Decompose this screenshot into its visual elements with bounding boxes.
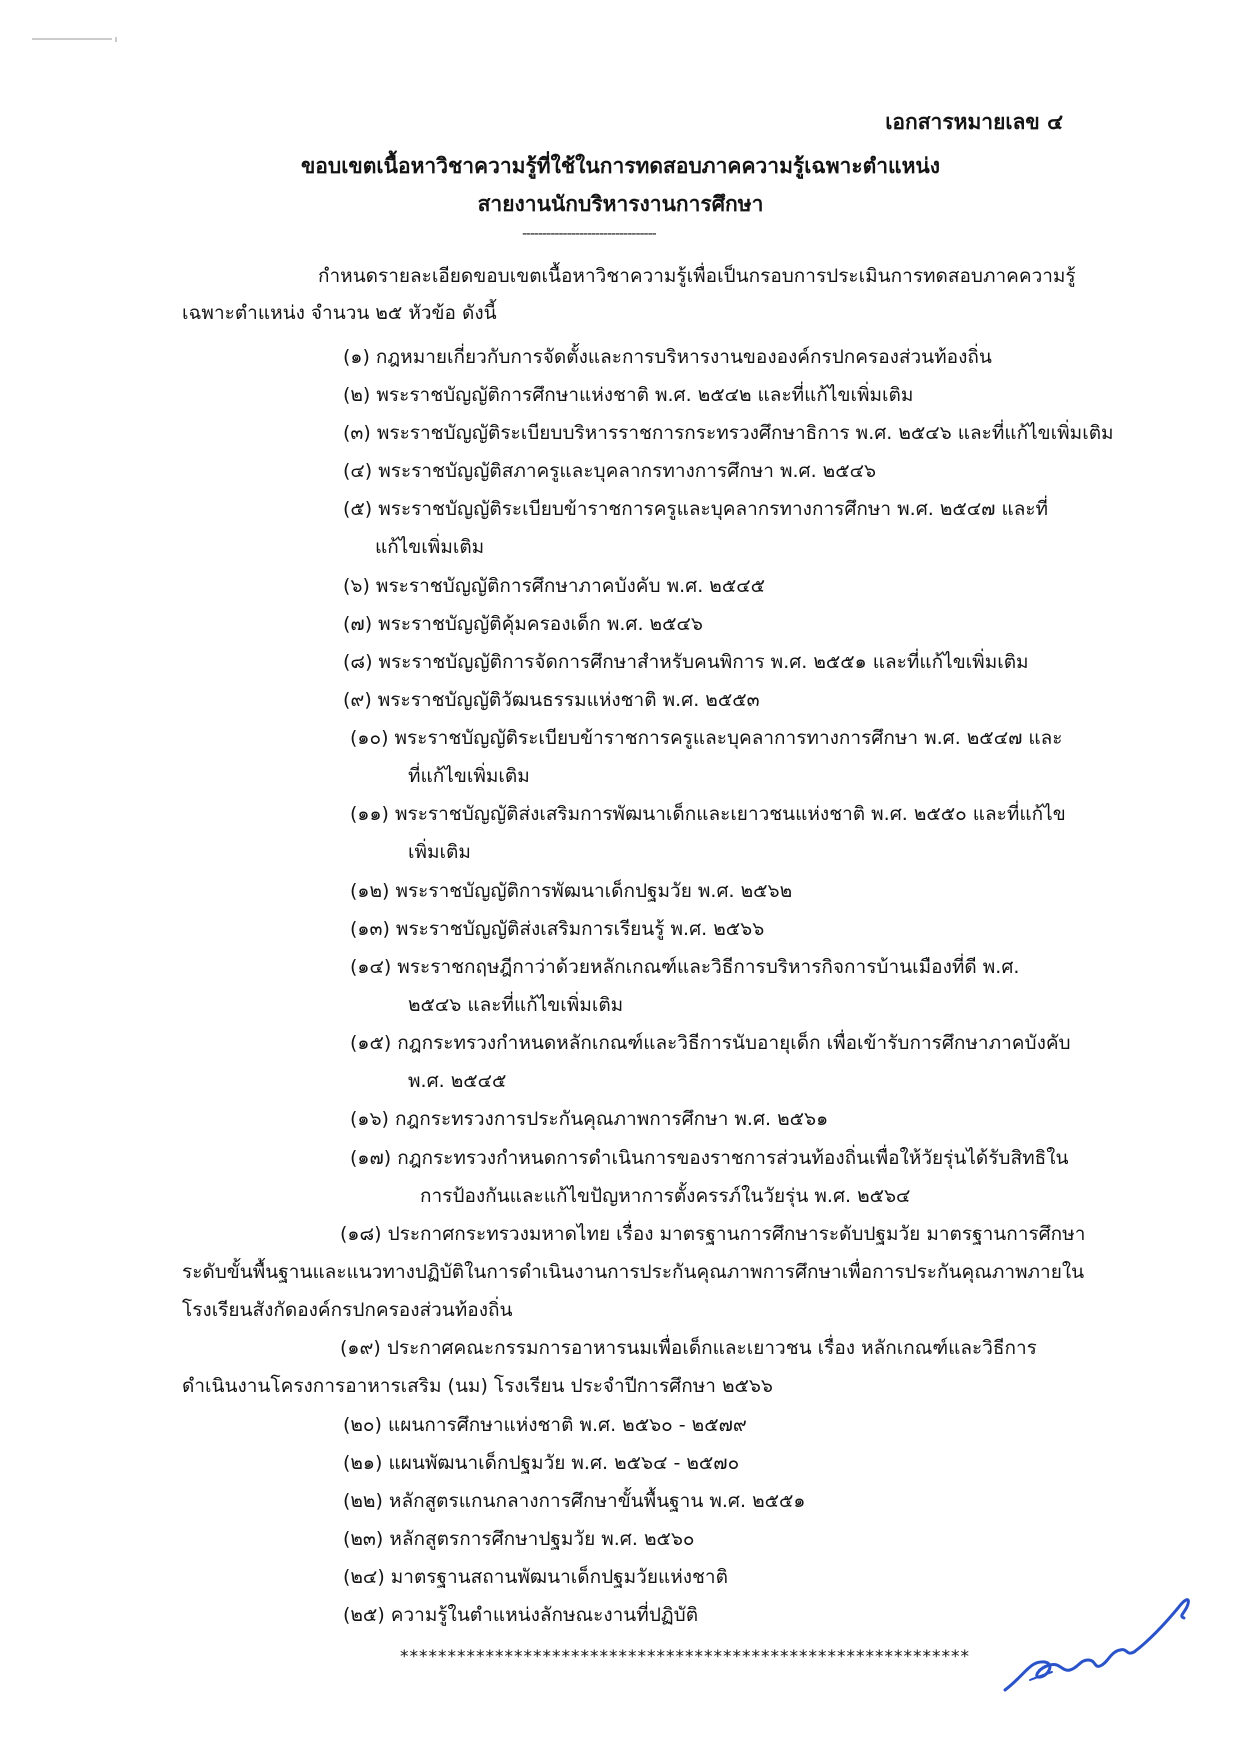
list-item: (๓) พระราชบัญญัติระเบียบบริหารราชการกระทรวงศึกษาธิการ พ.ศ. ๒๕๔๖ และที่แก้ไขเพิ่มเติม [343,422,1114,444]
list-item: (๑๖) กฎกระทรวงการประกันคุณภาพการศึกษา พ.ศ. ๒๕๖๑ [350,1108,829,1130]
list-item-continuation: ที่แก้ไขเพิ่มเติม [408,765,530,787]
list-item: (๒๕) ความรู้ในตำแหน่งลักษณะงานที่ปฏิบัติ [343,1604,699,1626]
list-item-continuation: การป้องกันและแก้ไขปัญหาการตั้งครรภ์ในวัยรุ่น พ.ศ. ๒๕๖๔ [420,1185,911,1207]
list-item: (๙) พระราชบัญญัติวัฒนธรรมแห่งชาติ พ.ศ. ๒๕๕๓ [343,689,760,711]
list-item: (๑๕) กฎกระทรวงกำหนดหลักเกณฑ์และวิธีการนับอายุเด็ก เพื่อเข้ารับการศึกษาภาคบังคับ [350,1032,1071,1054]
list-item: (๒๔) มาตรฐานสถานพัฒนาเด็กปฐมวัยแห่งชาติ [343,1566,728,1588]
list-item: (๒๓) หลักสูตรการศึกษาปฐมวัย พ.ศ. ๒๕๖๐ [343,1528,695,1550]
footer-separator: ************************************************************ [400,1647,970,1667]
scan-mark [32,36,124,42]
list-item: (๒๐) แผนการศึกษาแห่งชาติ พ.ศ. ๒๕๖๐ - ๒๕๗๙ [343,1414,747,1436]
list-item-continuation: แก้ไขเพิ่มเติม [375,536,485,558]
list-item: (๒๑) แผนพัฒนาเด็กปฐมวัย พ.ศ. ๒๕๖๔ - ๒๕๗๐ [343,1452,740,1474]
list-item: (๑๑) พระราชบัญญัติส่งเสริมการพัฒนาเด็กและเยาวชนแห่งชาติ พ.ศ. ๒๕๕๐ และที่แก้ไข [350,803,1066,825]
intro-line-1: กำหนดรายละเอียดขอบเขตเนื้อหาวิชาความรู้เพื่อเป็นกรอบการประเมินการทดสอบภาคความรู้ [318,265,1076,287]
signature-icon [1000,1580,1210,1700]
document-number: เอกสารหมายเลข ๔ [885,110,1063,134]
list-item-continuation: ระดับขั้นพื้นฐานและแนวทางปฏิบัติในการดำเนินงานการประกันคุณภาพการศึกษาเพื่อการประกันคุณภาพภายใน [182,1261,1085,1283]
list-item: (๑๗) กฎกระทรวงกำหนดการดำเนินการของราชการส่วนท้องถิ่นเพื่อให้วัยรุ่นได้รับสิทธิใน [350,1147,1069,1169]
list-item: (๗) พระราชบัญญัติคุ้มครองเด็ก พ.ศ. ๒๕๔๖ [343,613,703,635]
list-item: (๖) พระราชบัญญัติการศึกษาภาคบังคับ พ.ศ. ๒๕๔๕ [343,575,765,597]
list-item: (๒) พระราชบัญญัติการศึกษาแห่งชาติ พ.ศ. ๒๕๔๒ และที่แก้ไขเพิ่มเติม [343,384,914,406]
list-item: (๑) กฎหมายเกี่ยวกับการจัดตั้งและการบริหารงานขององค์กรปกครองส่วนท้องถิ่น [343,346,992,368]
list-item: (๑๒) พระราชบัญญัติการพัฒนาเด็กปฐมวัย พ.ศ. ๒๕๖๒ [350,880,793,902]
page-subtitle: สายงานนักบริหารงานการศึกษา [477,192,764,216]
title-divider: --------------------------------- [522,226,656,242]
list-item: (๑๙) ประกาศคณะกรรมการอาหารนมเพื่อเด็กและเยาวชน เรื่อง หลักเกณฑ์และวิธีการ [340,1337,1037,1359]
page-title: ขอบเขตเนื้อหาวิชาความรู้ที่ใช้ในการทดสอบภาคความรู้เฉพาะตำแหน่ง [300,154,941,178]
list-item: (๑๘) ประกาศกระทรวงมหาดไทย เรื่อง มาตรฐานการศึกษาระดับปฐมวัย มาตรฐานการศึกษา [340,1223,1086,1245]
list-item: (๑๓) พระราชบัญญัติส่งเสริมการเรียนรู้ พ.ศ. ๒๕๖๖ [350,918,765,940]
list-item: (๑๐) พระราชบัญญัติระเบียบข้าราชการครูและบุคลาการทางการศึกษา พ.ศ. ๒๕๔๗ และ [350,727,1063,749]
intro-line-2: เฉพาะตำแหน่ง จำนวน ๒๕ หัวข้อ ดังนี้ [182,302,497,324]
list-item-continuation: โรงเรียนสังกัดองค์กรปกครองส่วนท้องถิ่น [182,1299,513,1321]
list-item: (๘) พระราชบัญญัติการจัดการศึกษาสำหรับคนพิการ พ.ศ. ๒๕๕๑ และที่แก้ไขเพิ่มเติม [343,651,1029,673]
list-item-continuation: ดำเนินงานโครงการอาหารเสริม (นม) โรงเรียน ประจำปีการศึกษา ๒๕๖๖ [182,1375,773,1397]
list-item-continuation: ๒๕๔๖ และที่แก้ไขเพิ่มเติม [408,994,624,1016]
list-item-continuation: เพิ่มเติม [408,841,471,863]
list-item-continuation: พ.ศ. ๒๕๔๕ [408,1070,507,1092]
list-item: (๕) พระราชบัญญัติระเบียบข้าราชการครูและบุคลากรทางการศึกษา พ.ศ. ๒๕๔๗ และที่ [343,498,1049,520]
list-item: (๒๒) หลักสูตรแกนกลางการศึกษาขั้นพื้นฐาน พ.ศ. ๒๕๕๑ [343,1490,806,1512]
list-item: (๔) พระราชบัญญัติสภาครูและบุคลากรทางการศึกษา พ.ศ. ๒๕๔๖ [343,460,877,482]
list-item: (๑๔) พระราชกฤษฎีกาว่าด้วยหลักเกณฑ์และวิธีการบริหารกิจการบ้านเมืองที่ดี พ.ศ. [350,956,1020,978]
